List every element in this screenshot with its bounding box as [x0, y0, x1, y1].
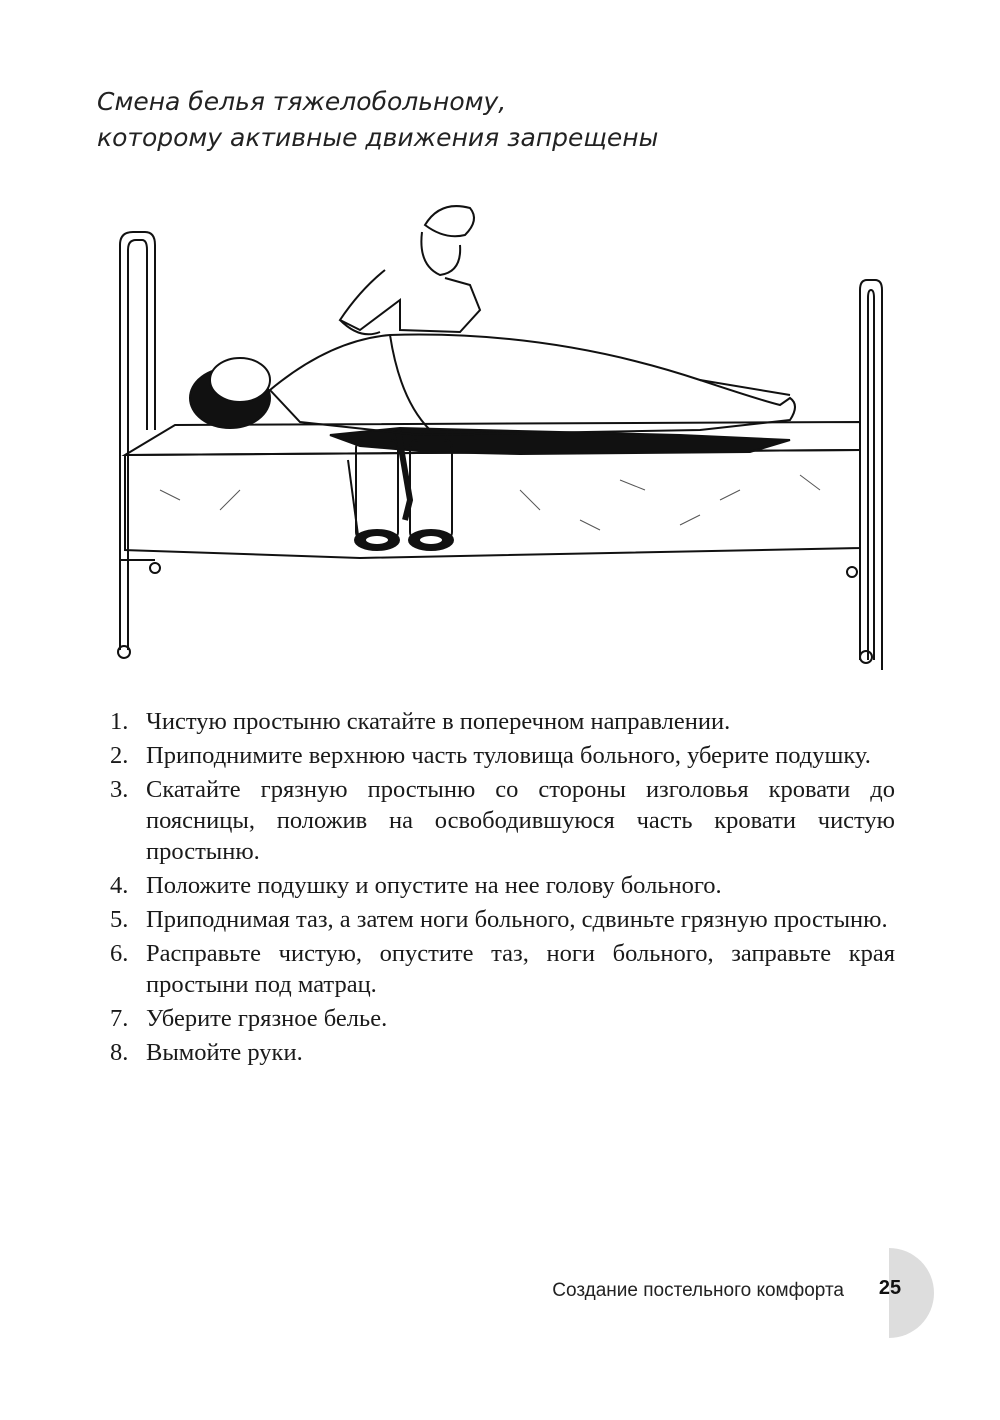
step-number: 1. — [110, 708, 129, 735]
step-text: Расправьте чистую, опустите таз, ноги больного, заправьте края простыни под матрац. — [146, 940, 895, 998]
step-text: Приподнимите верхнюю часть туловища больного, уберите подушку. — [146, 742, 871, 769]
title-line-1: Смена белья тяжелобольному, — [97, 87, 507, 116]
list-item — [110, 1037, 895, 1068]
page-tab-decoration — [889, 1248, 1000, 1338]
step-number: 7. — [110, 1005, 129, 1032]
step-text: Вымойте руки. — [146, 1039, 303, 1066]
step-text: Приподнимая таз, а затем ноги больного, сдвиньте грязную простыню. — [146, 906, 888, 933]
list-item — [110, 740, 895, 771]
title-line-2: которому активные движения запрещены — [97, 123, 659, 152]
list-item — [110, 870, 895, 901]
instruction-list — [110, 706, 895, 1071]
list-item — [110, 1003, 895, 1034]
list-item — [110, 706, 895, 737]
step-text: Чистую простыню скатайте в поперечном направлении. — [146, 708, 731, 735]
step-number: 3. — [110, 776, 129, 803]
bed-linen-change-illustration — [100, 190, 900, 680]
running-footer-section-title: Создание постельного комфорта — [552, 1280, 844, 1301]
page-title — [97, 84, 897, 156]
list-item — [110, 938, 895, 1000]
step-number: 6. — [110, 940, 129, 967]
step-text: Положите подушку и опустите на нее голову больного. — [146, 872, 722, 899]
step-number: 5. — [110, 906, 129, 933]
step-number: 2. — [110, 742, 129, 769]
list-item — [110, 904, 895, 935]
page-number: 25 — [878, 1277, 902, 1299]
step-text: Уберите грязное белье. — [146, 1005, 388, 1032]
step-text: Скатайте грязную простыню со стороны изголовья кровати до поясницы, положив на освободившуюся часть кровати чистую простыню. — [146, 776, 895, 865]
step-number: 4. — [110, 872, 129, 899]
list-item — [110, 774, 895, 867]
step-number: 8. — [110, 1039, 129, 1066]
